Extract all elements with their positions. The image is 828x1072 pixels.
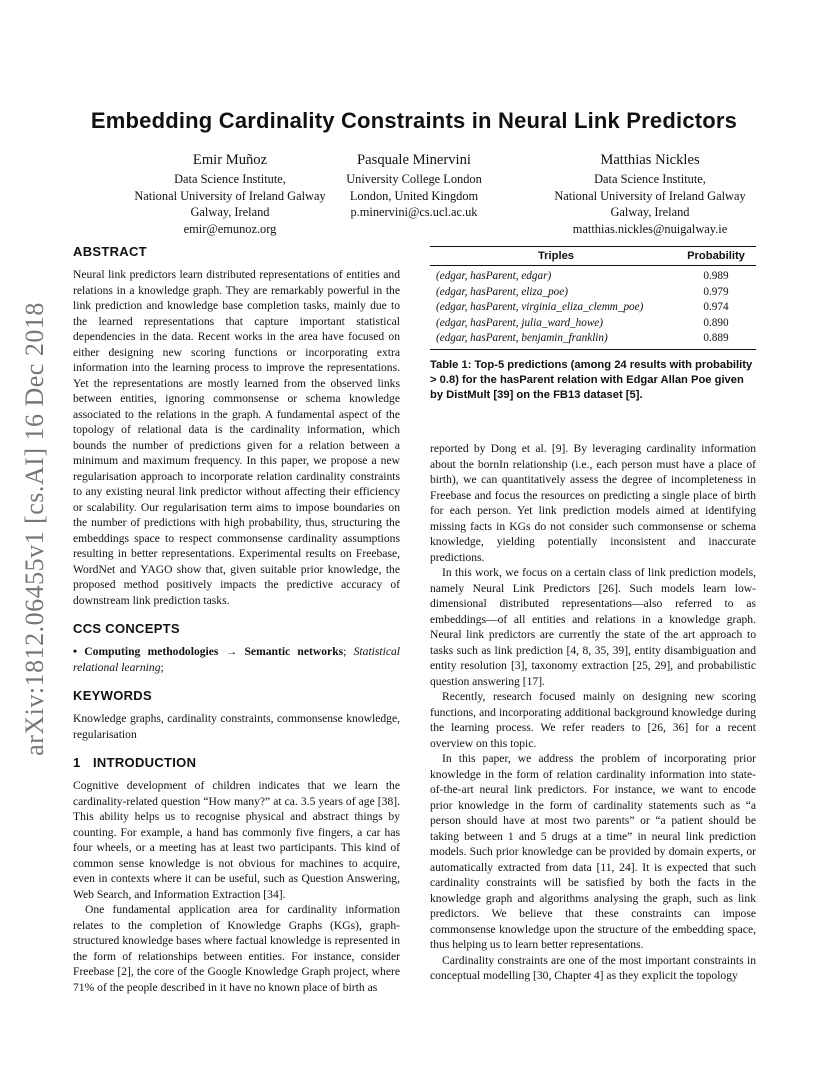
section-title: INTRODUCTION xyxy=(93,755,197,770)
author-affiliation: National University of Ireland Galway xyxy=(554,188,746,203)
cell-probability: 0.989 xyxy=(703,270,729,282)
intro-paragraph: Recently, research focused mainly on designing new scoring functions, and incorporating additional background knowledge during the learning process. We refer readers to [26, 36] for a recent overview on this topic. xyxy=(430,690,756,750)
author-affiliation: Data Science Institute, xyxy=(174,172,286,186)
author-affiliation: Data Science Institute, xyxy=(594,172,706,186)
cell-triple: (edgar, hasParent, eliza_poe) xyxy=(436,285,568,298)
abstract-text: Neural link predictors learn distributed representations of entities and relations in a knowledge graph. They are remarkably powerful in the link prediction and knowledge base completion tasks, mainly due to the learned representations that capture important statistical dependencies in the data. Recent works in the area have focused on either designing new scoring functions or incorporating extra information into the learning process to improve the representations. Yet the representations are mostly learned from the observed links between entities, ignoring commonsense or schema knowledge associated to the relations in the graph. A fundamental aspect of the topology of relational data is the cardinality information, which bounds the number of predictions given for a relation between a minimum and maximum frequency. In this paper, we propose a new regularisation approach to incorporate relation cardinality constraints to any existing neural link predictor without affecting their efficiency or scalability. Our regularisation term aims to impose boundaries on the number of predictions with high probability, thus, structuring the embeddings space to respect commonsense cardinality assumptions resulting in better representations. Experimental results on Freebase, WordNet and YAGO show that, given suitable prior knowledge, the proposed method positively impacts the predictive accuracy of downstream link prediction tasks. xyxy=(73,268,400,607)
results-table xyxy=(430,246,756,350)
ccs-separator: ; xyxy=(343,645,354,658)
intro-heading xyxy=(73,755,400,770)
ccs-bold: • Computing methodologies → Semantic networks xyxy=(73,645,344,658)
table-row xyxy=(430,285,756,301)
cell-triple: (edgar, hasParent, virginia_eliza_clemm_poe) xyxy=(436,301,644,314)
arxiv-identifier xyxy=(10,289,60,769)
author-affiliation: National University of Ireland Galway xyxy=(134,188,326,203)
cell-triple: (edgar, hasParent, benjamin_franklin) xyxy=(430,331,676,349)
header-triples: Triples xyxy=(430,247,676,266)
arxiv-id-text: arXiv:1812.06455v1 [cs.AI] 16 Dec 2018 xyxy=(20,302,49,756)
intro-paragraph: In this work, we focus on a certain class of link prediction models, namely Neural Link Predictors [26]. Such models learn low-dimensional distributed representations—also referred to as embeddings—of all entities and relations in a knowledge graph. Neural link predictors are currently the state of the art approach to tasks such as link prediction [4, 8, 35, 39], entity disambiguation and entity resolution [3], taxonomy extraction [25, 29], and probabilistic question answering [17]. xyxy=(430,566,756,688)
cell-probability: 0.974 xyxy=(703,301,729,314)
author-location: Galway, Ireland xyxy=(610,205,690,219)
cell-triple: (edgar, hasParent, edgar) xyxy=(436,270,552,282)
intro-paragraph: reported by Dong et al. [9]. By leveraging cardinality information about the bornIn relationship (i.e., each person must have a place of birth), we can quantitatively assess the degree of incompleteness in Freebase and focus the resources on predicting a single place of birth for each person. Yet link prediction models aimed at identifying missing facts in KGs do not consider such commonsense or schema knowledge, yielding potentially inconsistent and inaccurate predictions. xyxy=(430,442,756,564)
ccs-italic: Statistical relational learning xyxy=(73,645,400,674)
ccs-heading: CCS CONCEPTS xyxy=(73,621,180,636)
intro-paragraph: Cardinality constraints are one of the most important constraints in conceptual modelling [30, Chapter 4] as they explicit the topology xyxy=(430,953,756,982)
cell-probability: 0.890 xyxy=(703,316,729,329)
intro-paragraph: Cognitive development of children indicates that we learn the cardinality-related question “How many?” at ca. 3.5 years of age [38]. This ability helps us to recognise physical and abstract things by counting. For example, a hand has commonly five fingers, a car has four wheels, or a meeting has at least two participants. This kind of common sense knowledge is not obvious for machines to acquire, even in contexts where it can be useful, such as Question Answering, Web Search, and Information Extraction [34]. xyxy=(73,779,400,901)
author-email[interactable]: matthias.nickles@nuigalway.ie xyxy=(572,221,728,236)
keywords-text: Knowledge graphs, cardinality constraints, commonsense knowledge, regularisation xyxy=(73,712,400,741)
table-row xyxy=(430,331,756,349)
table-header-row xyxy=(430,247,756,266)
author-name: Matthias Nickles xyxy=(600,152,700,168)
author-email[interactable]: p.minervini@cs.ucl.ac.uk xyxy=(350,205,478,219)
author-name: Emir Muñoz xyxy=(192,152,268,168)
table-caption: Table 1: Top-5 predictions (among 24 results with probability > 0.8) for the hasParent relation with Edgar Allan Poe given by DistMult [39] on the FB13 dataset [5]. xyxy=(430,358,753,401)
ccs-text xyxy=(73,644,400,675)
author-affiliation: University College London xyxy=(346,172,482,186)
ccs-end: ; xyxy=(160,660,164,674)
author-name: Pasquale Minervini xyxy=(357,152,471,168)
header-probability: Probability xyxy=(676,247,756,266)
left-column xyxy=(73,244,400,995)
author-block-3 xyxy=(490,151,810,237)
author-location: London, United Kingdom xyxy=(349,188,479,203)
author-email[interactable]: emir@emunoz.org xyxy=(183,221,277,236)
abstract-heading: ABSTRACT xyxy=(73,244,147,259)
keywords-heading: KEYWORDS xyxy=(73,688,152,703)
cell-triple: (edgar, hasParent, julia_ward_howe) xyxy=(436,316,603,329)
right-column-body xyxy=(430,441,756,984)
section-number: 1 xyxy=(73,755,81,770)
cell-probability: 0.979 xyxy=(703,285,729,298)
cell-probability: 0.889 xyxy=(676,331,756,349)
right-column-table xyxy=(430,246,756,403)
table-row xyxy=(430,300,756,316)
intro-paragraph: One fundamental application area for cardinality information relates to the completion of Knowledge Graphs (KGs), graph-structured knowledge bases where factual knowledge is represented in the form of relationships between entities. For instance, consider Freebase [2], the core of the Google Knowledge Graph project, where 71% of the people described in it have no known place of birth as xyxy=(73,903,400,994)
intro-paragraph: In this paper, we address the problem of incorporating prior knowledge in the form of relation cardinality information into state-of-the-art neural link predictors. For instance, we want to encode prior knowledge in the form of cardinality statements such as “a person should have at most two parents” or “a patient should be taking between 1 and 5 drugs at a time” in neural link prediction models. Such prior knowledge can be provided by domain experts, or automatically extracted from data [11, 24]. It is expected that such cardinality constraints will be satisfied by both the facts in the knowledge graph and algorithms analysing the graph, such as link predictors. We believe that these constraints can impose commonsense knowledge upon the structure of the embedding space, thus helping us to learn better representations. xyxy=(430,752,756,951)
table-row xyxy=(430,316,756,332)
table-row xyxy=(430,266,756,285)
author-location: Galway, Ireland xyxy=(190,205,270,219)
paper-title: Embedding Cardinality Constraints in Neural Link Predictors xyxy=(90,108,738,133)
